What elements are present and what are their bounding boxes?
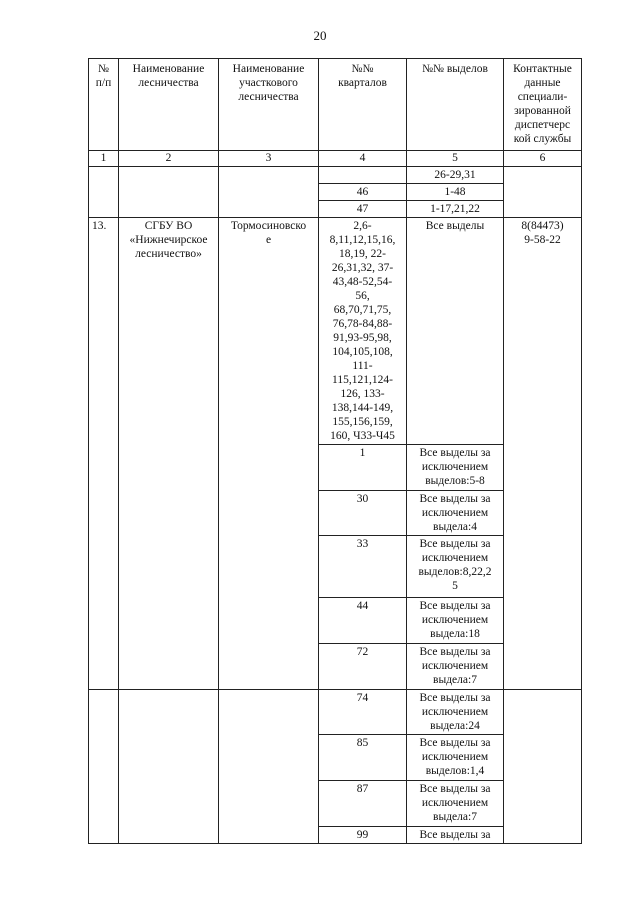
header-number: 1	[89, 151, 119, 167]
header-number: 2	[119, 151, 219, 167]
district-cell	[219, 690, 319, 844]
header-number: 3	[219, 151, 319, 167]
forestry-cell: СГБУ ВО «Нижнечирское лесничество»	[119, 218, 219, 690]
quarter-cell: 47	[319, 201, 407, 218]
quarter-cell: 85	[319, 735, 407, 781]
quarter-cell: 99	[319, 827, 407, 844]
sections-cell: Все выделы за	[407, 827, 504, 844]
district-cell	[219, 167, 319, 218]
contact-cell	[504, 690, 582, 844]
quarter-cell: 87	[319, 781, 407, 827]
sections-cell: 1-48	[407, 184, 504, 201]
quarter-cell: 46	[319, 184, 407, 201]
header-number: 6	[504, 151, 582, 167]
header-cell: №№ выделов	[407, 59, 504, 151]
number-cell	[89, 167, 119, 218]
sections-cell: Все выделы за исключением выделов:5-8	[407, 445, 504, 491]
sections-cell: Все выделы за исключением выдела:18	[407, 598, 504, 644]
sections-cell: Все выделы за исключением выделов:8,22,2 5	[407, 536, 504, 598]
page-number: 20	[313, 28, 327, 43]
sections-cell: Все выделы	[407, 218, 504, 445]
quarter-cell: 33	[319, 536, 407, 598]
sections-cell: Все выделы за исключением выдела:7	[407, 644, 504, 690]
number-cell	[89, 690, 119, 844]
forestry-cell	[119, 690, 219, 844]
contact-cell	[504, 167, 582, 218]
sections-cell: Все выделы за исключением выдела:7	[407, 781, 504, 827]
quarter-cell	[319, 167, 407, 184]
header-number-row	[89, 151, 582, 167]
quarter-cell: 30	[319, 491, 407, 536]
header-number: 5	[407, 151, 504, 167]
number-cell: 13.	[89, 218, 119, 690]
forestry-table	[88, 58, 582, 844]
quarter-cell: 1	[319, 445, 407, 491]
header-cell: № п/п	[89, 59, 119, 151]
sections-cell: Все выделы за исключением выдела:24	[407, 690, 504, 735]
header-cell: Наименование участкового лесничества	[219, 59, 319, 151]
table-row	[89, 218, 582, 445]
quarter-cell: 72	[319, 644, 407, 690]
quarter-cell: 74	[319, 690, 407, 735]
quarter-cell: 2,6- 8,11,12,15,16, 18,19, 22- 26,31,32, 37- 43,48-52,54- 56, 68,70,71,75, 76,78-84,88- 91,93-95,98, 104,105,108, 111- 115,121,124- 126, 133- 138,144-149, 155,156,159, 160, Ч33-Ч45	[319, 218, 407, 445]
district-cell: Тормосиновско е	[219, 218, 319, 690]
header-number: 4	[319, 151, 407, 167]
header-row	[89, 59, 582, 151]
contact-cell: 8(84473) 9-58-22	[504, 218, 582, 690]
header-cell: №№ кварталов	[319, 59, 407, 151]
table-row	[89, 167, 582, 184]
forestry-cell	[119, 167, 219, 218]
sections-cell: 1-17,21,22	[407, 201, 504, 218]
header-cell: Наименование лесничества	[119, 59, 219, 151]
table-row	[89, 690, 582, 735]
header-cell: Контактные данные специали- зированной диспетчерс кой службы	[504, 59, 582, 151]
sections-cell: 26-29,31	[407, 167, 504, 184]
sections-cell: Все выделы за исключением выделов:1,4	[407, 735, 504, 781]
sections-cell: Все выделы за исключением выдела:4	[407, 491, 504, 536]
quarter-cell: 44	[319, 598, 407, 644]
